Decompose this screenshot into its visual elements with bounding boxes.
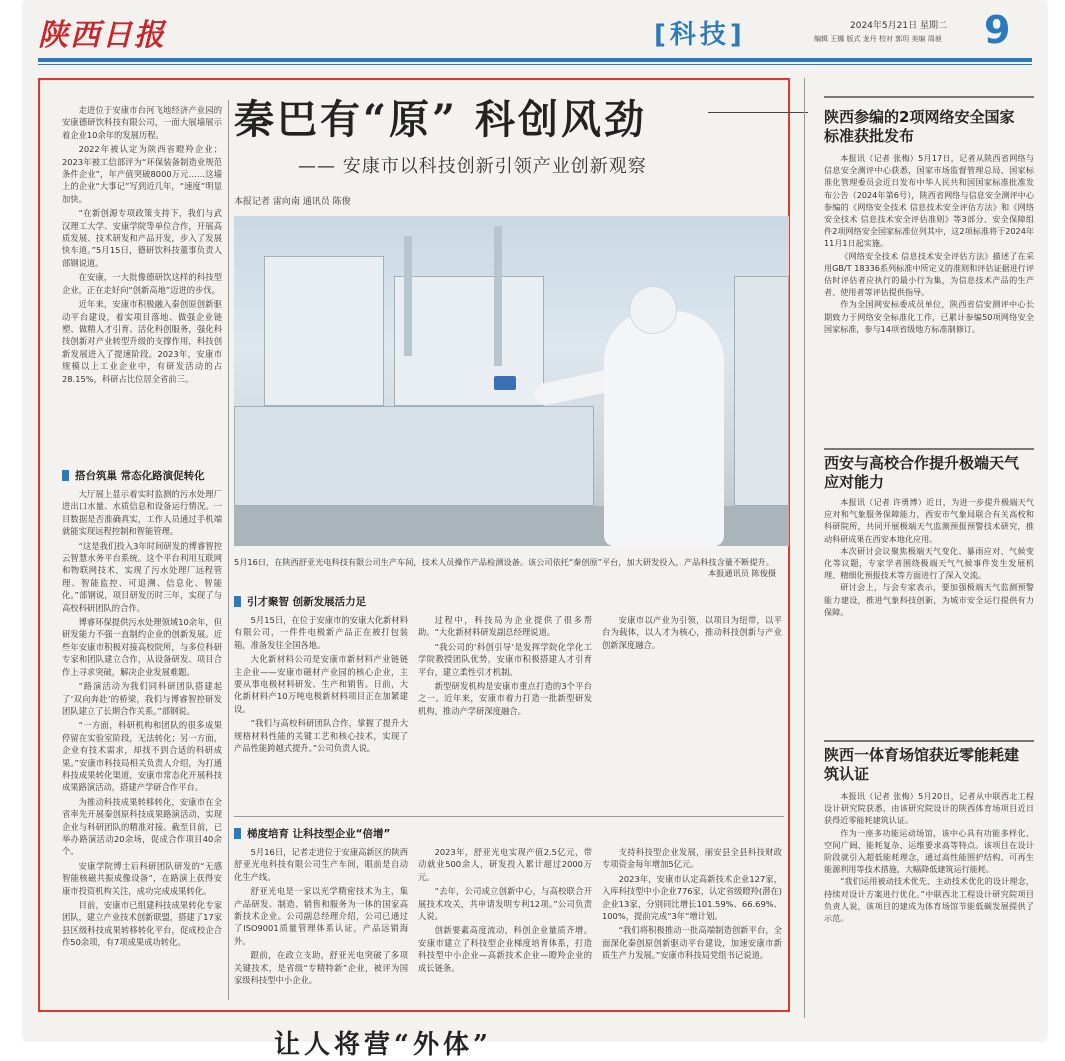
equipment-cabinet [264,256,384,406]
body-paragraph: 作为一座多功能运动场馆，该中心具有功能多样化、空间广阔、能耗复杂、运维要求高等特点。该项目在设计阶段就引入超低能耗理念，通过高性能围护结构、可再生能源利用等技术措施，大幅降低建筑运行能耗。 [824,827,1034,875]
body-paragraph: 作为全国网安标委成员单位，陕西省信安测评中心长期致力于网络安全标准化工作，已累计参编50项网络安全国家标准，参与14项省级地方标准制修订。 [824,299,1034,334]
body-paragraph: 本报讯（记者 张梅）5月17日，记者从陕西省网络与信息安全测评中心获悉，国家市场监督管理总局、国家标准化管理委员会近日发布中华人民共和国国家标准批准发布公告（2024年第6号），陕西省网络与信息安全测评中心参编的《网络安全技术 信息技术安全评估方法》和《网络安全技术 信息技术安全评估准则》等3部分、安全保障组件2项网络安全国家标准位列其中，这2项标准将于2024年11月1日起实施。 [824,153,1034,249]
body-paragraph: 博睿环保提供污水处理领域10余年，但研发能力不强一直制约企业的创新发展。近些年安康市积极对接高校院所，与多位科研专家和团队建立合作，从设备研发、项目合作上寻求突破，解决企业发展难题。 [62,617,222,677]
section-2-column-2 [418,614,592,810]
staff-credits: 编辑 王娜 版式 龙丹 校对 郭玥 美编 周昶 [814,35,942,43]
body-paragraph: “我们将积极推动一批高端制造创新平台，全面深化秦创原创新驱动平台建设，加速安康市新质生产力发展。”安康市科技局党组书记说道。 [602,925,782,961]
sidebar-story-1-body [824,152,1034,442]
body-paragraph: 为推动科技成果转移转化，安康市在全省率先开展秦创原科技成果路演活动，实现企业与科研团队的精准对接。截至目前，已举办路演活动20余场，促成合作项目40余个。 [62,796,222,857]
equipment-cabinet [394,276,544,406]
sidebar-rule [824,96,1034,98]
section-2-title [234,594,366,609]
masthead-rule-thin [38,64,1032,65]
main-byline: 本报记者 雷向南 通讯员 陈俊 [234,197,351,207]
photo-credit: 本报通讯员 陈俊摄 [708,568,777,578]
body-paragraph: “路演活动为我们同科研团队搭建起了‘双向奔赴’的桥梁，我们与博睿智控研发团队建立了长期合作关系。”部钢说。 [62,681,222,716]
workbench [234,406,594,506]
body-paragraph: 过程中，科技局为企业提供了很多帮助。“大化新材料研发副总经理说道。 [418,615,592,638]
body-paragraph: 2023年，舒亚光电实现产值2.5亿元，带动就业500余人，研发投入累计超过2000万元。 [418,847,592,882]
parts-tray [494,376,516,390]
body-paragraph: 支持科技型企业发展，丽安县全县科技财政专项资金每年增加5亿元。 [602,847,782,870]
technician-figure [604,311,724,546]
body-paragraph: 舒亚光电是一家以光学精密技术为主，集产品研发、制造、销售和服务为一体的国家高新技术企业。公司副总经理介绍，公司已通过了ISO9001质量管理体系认证，产品远销海外。 [234,886,408,946]
section-3-column-3 [602,846,782,1004]
body-paragraph: 2023年，安康市认定高新技术企业127家，入库科技型中小企业776家，认定省级瞪羚(潜在)企业13家，分别同比增长101.59%、66.69%、100%，提前完成“3年”增计划。 [602,873,782,922]
body-paragraph: “我们运用被动技术优先、主动技术优化的设计理念，持续对设计方案进行优化。”中联西北工程设计研究院项目负责人说，该项目的建成为体育场馆节能低碳发展提供了示范。 [824,876,1034,924]
body-paragraph: 大化新材料公司是安康市新材料产业链链主企业——安康市磁材产业园的核心企业，主要从事电极材料研发、生产和销售。日前，大化新材料产10万吨电极新材料项目正在加紧建设。 [234,654,408,714]
newspaper-logo: 陕西日报 [38,18,166,53]
section-marker [234,828,241,839]
body-paragraph: 本报讯（记者 张梅）5月20日，记者从中联西北工程设计研究院获悉，由该研究院设计的陕西体育场项目近日获得近零能耗建筑认证。 [824,791,1034,826]
body-paragraph: “我们与高校科研团队合作，掌握了提升大规格材料性能的关键工艺和核心技术，实现了产品性能跨越式提升。”公司负责人说。 [234,718,408,754]
section-3-title [234,826,390,841]
masthead-rule [38,58,1032,62]
main-subhead: —— 安康市以科技创新引领产业创新观察 [298,156,647,177]
lead-column [62,104,222,464]
newspaper-page [24,0,1046,1060]
photo-caption: 5月16日，在陕西舒亚光电科技有限公司生产车间，技术人员操作产品检测设备。该公司依托“秦创原”平台，加大研发投入，产品科技含量不断提升。 [234,557,774,567]
equipment-arm [404,236,412,356]
body-paragraph: 本次研讨会议聚焦极端天气变化、暴雨应对、气候变化等议题，专家学者围绕极端天气气候事件发生发展机理、精细化预报技术等方面进行了深入交流。 [824,545,1034,581]
body-paragraph: 本报讯（记者 许勇博）近日，为进一步提升极端天气应对和气象服务保障能力，西安市气象局联合有关高校和科研院所，共同开展极端天气监测预报预警技术研究，推动科研成果在西安本地化应用。 [824,497,1034,544]
lead-paragraph: 在安康，一大批像德研饮这样的科技型企业，正在走好向“创新高地”迈进的步伐。 [62,272,222,295]
body-paragraph: 安康学院博士后科研团队研发的“无感智能核磁共振成像设备”，在路演上获得安康市投资机构关注，成功完成成果转化。 [62,860,222,896]
technician-head [629,286,677,334]
sidebar-story-3-title: 陕西一体育场馆获近零能耗建筑认证 [824,746,1020,783]
lead-paragraph: “在新创源专项政策支持下，我们与武汉理工大学、安康学院等单位合作，开展高质发展、技术研发和产品开发，步入了发展快车道。”5月15日，德研饮科技董事负责人部钢说道。 [62,208,222,268]
next-headline-partial: 让人将营“外体” [274,1030,492,1060]
section-1-title [62,468,205,483]
section-marker [62,470,69,481]
section-2-title-text: 引才聚智 创新发展活力足 [247,596,367,608]
body-paragraph: 创新要素高度流动，科创企业量质齐增。安康市建立了科技型企业梯度培育体系，打造科技型中小企业—高新技术企业—瞪羚企业的成长链条。 [418,925,592,973]
body-paragraph: 目前，安康市已组建科技成果转化专家团队，建立产业技术创新联盟，搭建了17家县区级科技成果转移转化平台，促成校企合作50余项，有7项成果成功转化。 [62,900,222,948]
sidebar-story-2-title: 西安与高校合作提升极端天气应对能力 [824,454,1020,491]
section-3-column-1 [234,846,408,1004]
body-paragraph: 大厅展上显示着实时监测的污水处理厂进出口水量、水质信息和设备运行情况。一目数据是否准确真实，工作人员通过手机端就能实现远程控制和智能管理。 [62,489,222,537]
sidebar-story-3-body [824,790,1034,1030]
page-number: 9 [984,8,1011,52]
lead-paragraph: 近年来，安康市积极融入秦创原创新驱动平台建设，着实项目落地、做强企业链塑、做精人才引育、活化科创服务，强化科技创新对产业转型升级的支撑作用，科技创新发展进入了提速阶段。2023年，安康市规模以上工业企业中，有研发活动的占28.15%，科研占比位居全省前三。 [62,299,222,384]
section-2-column-3 [602,614,782,810]
sidebar-rule [824,740,1034,742]
section-marker [234,596,241,607]
body-paragraph: 研讨会上，与会专家表示，要加强极端天气监测预警能力建设，推进气象科技创新，为城市安全运行提供有力保障。 [824,582,1034,617]
section-tag: [科技] [654,20,746,50]
column-divider [228,100,229,1000]
lead-paragraph: 走进位于安康市台河飞地经济产业园的安康德研饮科技有限公司，一面大展墙展示着企业10余年的发展历程。 [62,105,222,140]
body-paragraph: 《网络安全技术 信息技术安全评估方法》描述了在采用GB/T 18336系列标准中所定义的准则和评估证据进行评估时评估者应执行的最小行为集，为信息技术产品的生产者、使用者等评估提供指导。 [824,250,1034,298]
body-paragraph: “一方面，科研机构和团队的很多成果停留在实验室阶段，无法转化；另一方面，企业有技术需求，却找不到合适的科研成果。”安康市科技局相关负责人介绍，为打通科技成果转化渠道，安康市常态化开展科技成果路演活动，搭建产学研合作平台。 [62,720,222,793]
factory-photo [234,216,789,546]
body-paragraph: 5月16日，记者走进位于安康高新区的陕西舒亚光电科技有限公司生产车间，眼前是自动化生产线。 [234,847,408,882]
body-paragraph: 5月15日，在位于安康市的安康大化新材料有限公司，一件件电极新产品正在被打包装箱，准备发往全国各地。 [234,615,408,650]
main-headline: 秦巴有“原” 科创风劲 [234,96,647,143]
sidebar-story-1-title: 陕西参编的2项网络安全国家标准获批发布 [824,108,1015,145]
section-2-column-1 [234,614,408,810]
body-paragraph: 跟前，在政立支助，舒亚光电突破了多项关键技术，是省级“专精特新”企业，被评为国家级科技型中小企业。 [234,950,408,986]
masthead [24,0,1046,60]
sidebar-rule [824,448,1034,450]
section-1-column [62,488,222,1003]
column-divider [804,78,805,1018]
section-3-column-2 [418,846,592,1004]
body-paragraph: “这是我们投入3年时间研发的博睿智控云智慧水务平台系统。这个平台利用互联网和物联网技术，实现了污水处理厂远程管理、智能监控、可追溯、信息化、智能化。”部钢说，项目研发历时三年，实现了与高校科研团队的合作。 [62,540,222,613]
lead-paragraph: 2022年被认定为陕西省瞪羚企业；2023年被工信部评为“环保装备制造业规范条件企业”，年产值突破8000万元……这墙上的企业“大事记”写到近几年，“速度”明显加快。 [62,144,222,204]
body-paragraph: 安康市以产业为引领，以项目为纽带，以平台为载体，以人才为核心，推动科技创新与产业创新深度融合。 [602,615,782,650]
body-paragraph: 新型研发机构是安康市重点打造的3个平台之一。近年来，安康市着力打造一批新型研发机构，推动产学研深度融合。 [418,681,592,716]
side-cabinet [734,276,789,506]
section-1-title-text: 搭台筑巢 常态化路演促转化 [75,470,205,482]
section-3-title-text: 梯度培育 让科技型企业“倍增” [247,828,391,840]
body-paragraph: “我公司的‘科创引导’是发挥学院化学化工学院教授团队优势，安康市积极搭建人才引育平台，建立柔性引才机制。 [418,641,592,677]
headline-rule [708,112,808,113]
section-divider [234,816,784,817]
equipment-arm [494,226,502,366]
dateline: 2024年5月21日 星期二 [850,21,947,31]
sidebar-story-2-body [824,496,1034,722]
body-paragraph: “去年，公司成立创新中心，与高校联合开展技术攻关，共申请发明专利12项。”公司负责人说。 [418,886,592,922]
